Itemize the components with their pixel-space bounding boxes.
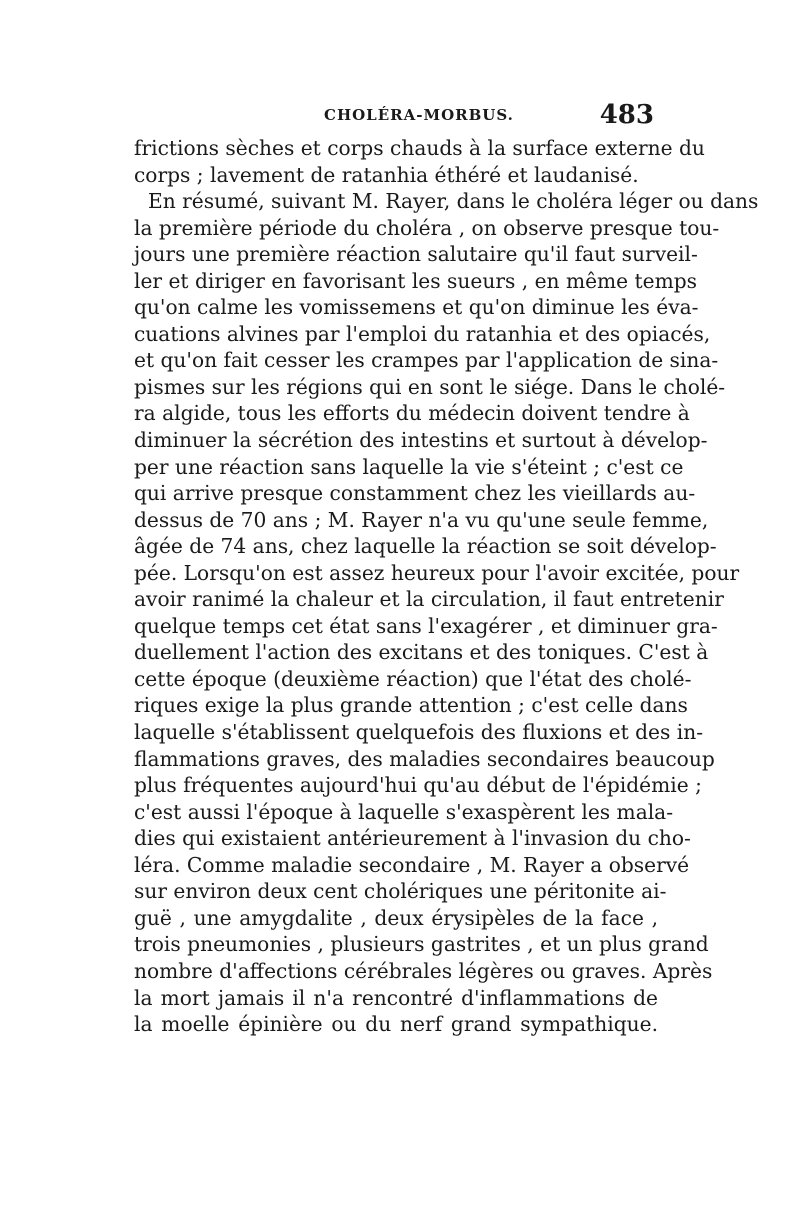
text-line: la première période du choléra , on observe presque tou- — [134, 215, 720, 240]
text-line: pismes sur les régions qui en sont le siége. Dans le cholé- — [134, 374, 726, 399]
text-line: dessus de 70 ans ; M. Rayer n'a vu qu'une seule femme, — [134, 507, 709, 532]
body-text — [134, 135, 759, 1038]
page-number: 483 — [599, 100, 654, 130]
text-line: per une réaction sans laquelle la vie s'éteint ; c'est ce — [134, 454, 684, 479]
page-header — [134, 100, 654, 130]
text-line: trois pneumonies , plusieurs gastrites , et un plus grand — [134, 932, 709, 957]
text-line: dies qui existaient antérieurement à l'invasion du cho- — [134, 826, 691, 851]
text-line: et qu'on fait cesser les crampes par l'application de sina- — [134, 348, 719, 373]
text-line: ra algide, tous les efforts du médecin doivent tendre à — [134, 401, 690, 426]
text-line: laquelle s'établissent quelquefois des fluxions et des in- — [134, 720, 704, 745]
text-line: la mort jamais il n'a rencontré d'inflammations de — [134, 985, 658, 1010]
text-line: guë , une amygdalite , deux érysipèles de la face , — [134, 905, 658, 930]
text-line: qui arrive presque constamment chez les vieillards au- — [134, 481, 696, 506]
text-line: corps ; lavement de ratanhia éthéré et laudanisé. — [134, 162, 639, 187]
text-line: jours une première réaction salutaire qu'il faut surveil- — [134, 242, 698, 267]
text-line: léra. Comme maladie secondaire , M. Rayer a observé — [134, 852, 690, 877]
text-line: ler et diriger en favorisant les sueurs , en même temps — [134, 268, 698, 293]
text-line: nombre d'affections cérébrales légères ou graves. Après — [134, 958, 713, 983]
text-line: duellement l'action des excitans et des toniques. C'est à — [134, 640, 709, 665]
text-line: avoir ranimé la chaleur et la circulation, il faut entretenir — [134, 587, 724, 612]
text-line: riques exige la plus grande attention ; c'est celle dans — [134, 693, 688, 718]
text-line: âgée de 74 ans, chez laquelle la réaction se soit dévelop- — [134, 534, 717, 559]
text-line: diminuer la sécrétion des intestins et surtout à dévelop- — [134, 428, 708, 453]
text-line: cette époque (deuxième réaction) que l'état des cholé- — [134, 666, 692, 691]
text-line: En résumé, suivant M. Rayer, dans le choléra léger ou dans — [148, 189, 759, 214]
text-line: c'est aussi l'époque à laquelle s'exaspèrent les mala- — [134, 799, 674, 824]
text-line: plus fréquentes aujourd'hui qu'au début de l'épidémie ; — [134, 773, 702, 798]
text-line: flammations graves, des maladies secondaires beaucoup — [134, 746, 715, 771]
running-title: CHOLÉRA-MORBUS. — [324, 106, 514, 124]
text-line: quelque temps cet état sans l'exagérer , et diminuer gra- — [134, 613, 718, 638]
text-line: pée. Lorsqu'on est assez heureux pour l'avoir excitée, pour — [134, 560, 740, 585]
text-line: la moelle épinière ou du nerf grand sympathique. — [134, 1012, 658, 1037]
text-line: frictions sèches et corps chauds à la surface externe du — [134, 136, 705, 160]
text-line: qu'on calme les vomissemens et qu'on diminue les éva- — [134, 295, 699, 320]
text-line: sur environ deux cent cholériques une péritonite ai- — [134, 879, 667, 904]
text-line: cuations alvines par l'emploi du ratanhia et des opiacés, — [134, 321, 711, 346]
